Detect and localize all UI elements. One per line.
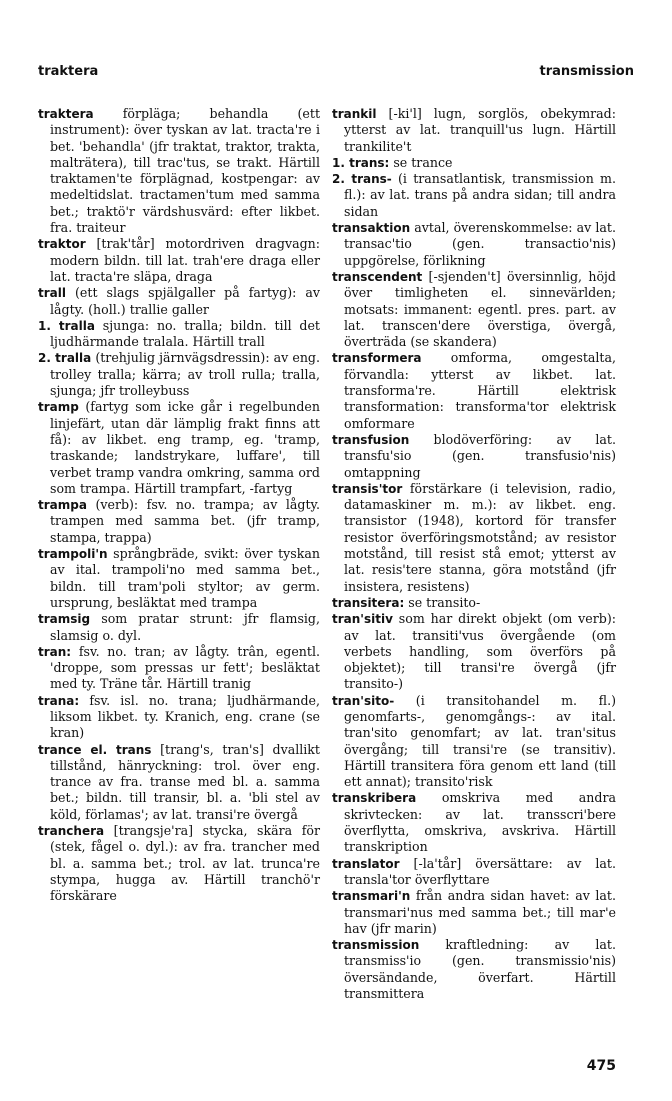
entry-definition: [trang's, tran's] dvallikt tillstånd, hänryckning: trol. över eng. trance av fra. transe med bl. a. samma bet.; bildn. till transir, bl. a. 'bli stel av köld, förlamas'; av lat. transi're övergå [50,741,320,822]
entry-headword: trampa [38,498,87,513]
entry-headword: transfusion [332,432,410,447]
entry-headword: 1. tralla [38,318,95,333]
entry-definition: språngbräde, svikt: över tyskan av ital. trampoli'no med samma bet., bildn. till tram'poli styltor; av germ. ursprung, besläktat med trampa [50,546,320,610]
dictionary-entry [332,937,616,1002]
entry-definition: se trance [389,154,453,170]
dictionary-entry [38,644,320,693]
entry-definition: fsv. no. tran; av lågty. trân, egentl. 'droppe, som pressas ur fett'; besläktat med ty. Träne tår. Härtill tranig [50,643,320,692]
entry-headword: tranchera [38,824,105,839]
entry-definition: [trak'tår] motordriven dragvagn: modern bildn. till lat. trah'ere draga eller lat. tracta're släpa, draga [50,236,320,284]
dictionary-entry [332,432,616,481]
entry-headword: tran'sito- [332,693,395,708]
dictionary-entry [332,595,616,611]
dictionary-entry [332,611,616,692]
running-header [38,64,634,86]
entry-definition: som har direkt objekt (om verb): av lat. transiti'vus övergående (om verbets handling, som överförs på objektet); till transi're övergå (jfr transito-) [344,611,616,692]
entry-headword: trana: [38,693,80,708]
entry-headword: tran: [38,644,72,659]
dictionary-entry [332,171,616,220]
dictionary-entry [332,269,616,350]
dictionary-entry [38,742,320,823]
dictionary-entry [38,546,320,611]
dictionary-entry [332,481,616,595]
entry-definition: förstärkare (i television, radio, datamaskiner m. m.): av likbet. eng. transistor (1948), kortord för transfer resistor överföringsmotstånd; av resistor motstånd, till resist stå emot; ytterst av lat. resis'tere stanna, göra motstånd (jfr insistera, resistens) [344,480,616,594]
entry-definition: (verb): fsv. no. trampa; av lågty. trampen med samma bet. (jfr tramp, stampa, trappa) [50,497,320,545]
entry-definition: blodöverföring: av lat. transfu'sio (gen. transfusio'nis) omtappning [344,431,616,480]
entry-headword: transmari'n [332,889,411,904]
dictionary-entry [332,155,616,171]
entry-definition: från andra sidan havet: av lat. transmari'nus med samma bet.; till mar'e hav (jfr marin) [344,888,616,936]
right-column [332,106,616,1002]
header-first-word: traktera [38,64,99,79]
entry-headword: transitera: [332,595,405,610]
entry-headword: transformera [332,351,422,366]
dictionary-entry [332,106,616,155]
dictionary-entry [38,611,320,644]
entry-definition: [-ki'l] lugn, sorglös, obekymrad: ytterst av lat. tranquill'us lugn. Härtill trankilite't [344,106,616,154]
dictionary-entry [38,318,320,351]
entry-definition: som pratar strunt: jfr flamsig, slamsig o. dyl. [50,611,320,643]
entry-definition: (trehjulig järnvägsdressin): av eng. trolley tralla; kärra; av troll rulla; tralla, sjunga; jfr trolleybuss [50,350,320,399]
dictionary-entry [332,856,616,889]
entry-definition: omskriva med andra skrivtecken: av lat. transscri'bere överflytta, omskriva, avskriva. Härtill transkription [344,790,616,855]
entry-headword: 2. trans- [332,172,392,187]
header-last-word: transmission [539,64,634,79]
entry-definition: sjunga: no. tralla; bildn. till det ljudhärmande tralala. Härtill trall [50,317,320,350]
entry-headword: traktera [38,107,94,121]
dictionary-entry [38,350,320,399]
dictionary-entry [332,350,616,431]
dictionary-entry [332,693,616,791]
entry-headword: transcendent [332,269,423,284]
entry-headword: tramsig [38,612,91,627]
entry-definition: (i transatlantisk, transmission m. fl.): av lat. trans på andra sidan; till andra sidan [344,171,616,219]
entry-headword: transmission [332,938,420,953]
entry-headword: transis'tor [332,481,403,496]
entry-definition: avtal, överenskommelse: av lat. transac'tio (gen. transactio'nis) uppgörelse, förlikning [344,220,616,268]
entry-headword: translator [332,856,400,871]
dictionary-entry [332,888,616,937]
entry-headword: tramp [38,400,79,415]
entry-headword: 2. tralla [38,351,92,366]
entry-headword: 1. trans: [332,155,390,170]
entry-definition: omforma, omgestalta, förvandla: ytterst av likbet. lat. transforma're. Härtill elektrisk transformation: transforma'tor elektrisk omformare [344,350,616,431]
dictionary-entry [38,399,320,497]
entry-headword: trall [38,286,66,301]
entry-headword: tran'sitiv [332,612,393,627]
entry-headword: trampoli'n [38,547,108,562]
entry-definition: (ett slags spjälgaller på fartyg): av lågty. (holl.) trallie galler [50,285,320,317]
dictionary-entry [38,693,320,742]
entry-headword: transkribera [332,791,417,806]
left-column [38,106,320,905]
entry-headword: trance el. trans [38,742,152,757]
entry-headword: trankil [332,107,377,121]
entry-definition: kraftledning: av lat. transmiss'io (gen. transmissio'nis) översändande, överfart. Härtill transmittera [344,937,616,1002]
entry-definition: förpläga; behandla (ett instrument): över tyskan av lat. tracta're i bet. 'behandla' (jfr traktat, traktor, trakta, malträtera), till trac'tus, se trakt. Härtill traktamen'te förplägnad, kostpengar: av medeltidslat. tractamen'tum med samma bet.; traktö'r värdshusvärd: efter likbet. fra. traiteur [50,106,320,236]
dictionary-entry [38,823,320,904]
dictionary-entry [38,236,320,285]
entry-headword: transaktion [332,221,411,236]
dictionary-entry [38,497,320,546]
page-number: 475 [586,1058,616,1074]
dictionary-entry [38,285,320,318]
entry-definition: (fartyg som icke går i regelbunden linjefärt, utan där lämplig frakt finns att få): av likbet. eng tramp, eg. 'tramp, traskande; landstrykare, luffare', till verbet tramp vandra omkring, samma ord som trampa. Härtill trampfart, -fartyg [50,399,320,496]
entry-definition: [-sjenden't] översinnlig, höjd över timligheten el. sinnevärlden; motsats: immanent: egentl. pres. part. av lat. transcen'dere överstiga, övergå, överträda (se skandera) [344,268,616,350]
dictionary-entry [332,790,616,855]
dictionary-entry [332,220,616,269]
entry-headword: traktor [38,237,86,252]
dictionary-entry [38,106,320,236]
entry-definition: [-la'tår] översättare: av lat. transla'tor överflyttare [344,855,616,887]
entry-definition: se transito- [404,594,481,610]
entry-definition: [trangsje'ra] stycka, skära för (stek, fågel o. dyl.): av fra. trancher med bl. a. samma bet.; trol. av lat. trunca're stympa, hugga av. Härtill tranchö'r förskärare [50,823,320,904]
entry-definition: (i transitohandel m. fl.) genomfarts-, genomgångs-: av ital. tran'sito genomfart; av lat. tran'situs övergång; till transi're (se transitiv). Härtill transitera föra genom ett land (till ett annat); transito'risk [344,692,616,790]
entry-definition: fsv. isl. no. trana; ljudhärmande, liksom likbet. ty. Kranich, eng. crane (se kran) [50,692,320,741]
